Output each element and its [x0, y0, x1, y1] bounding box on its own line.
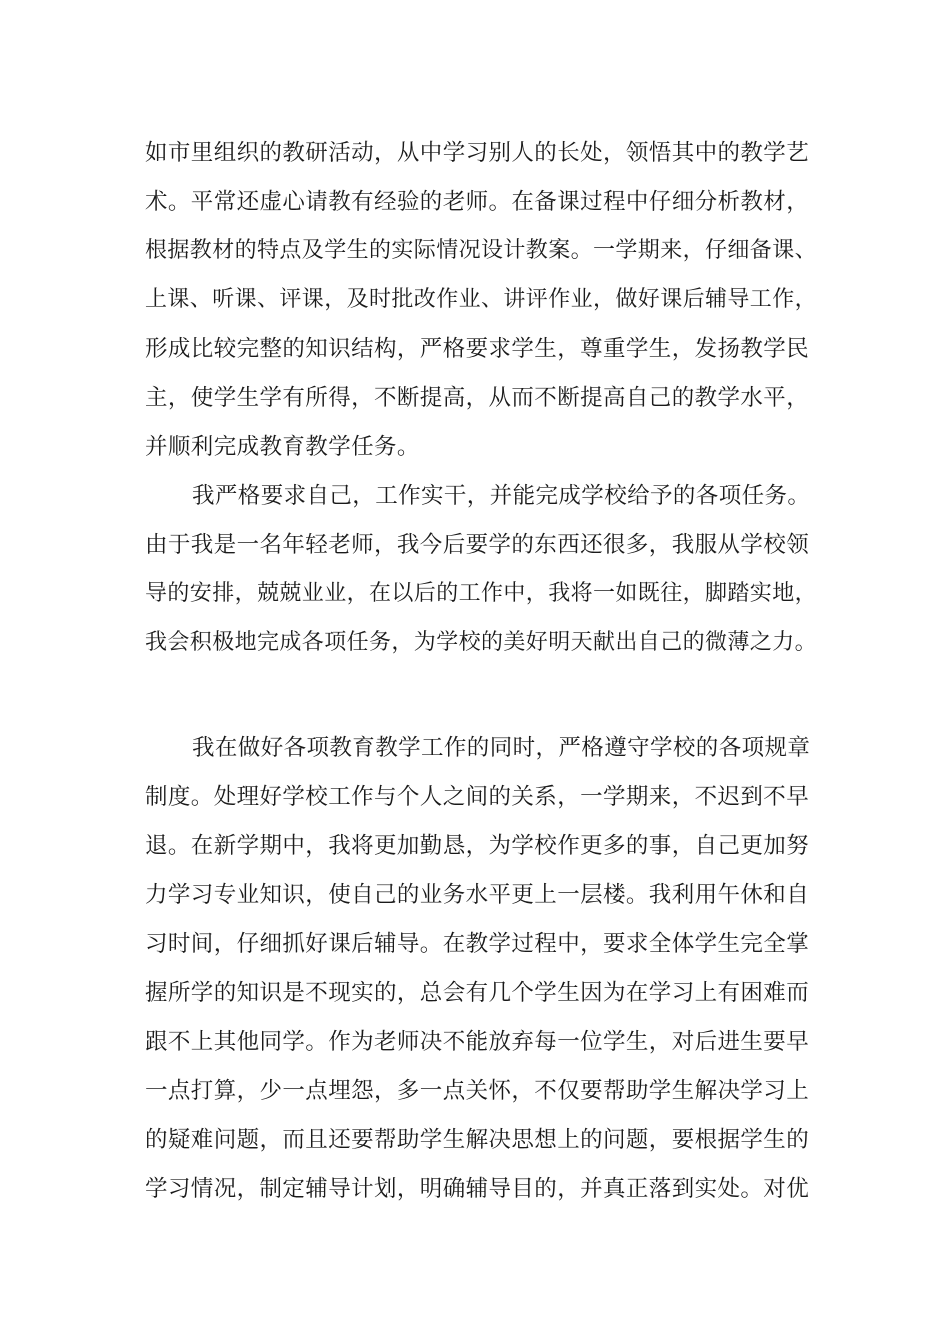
text-line: 我会积极地完成各项任务，为学校的美好明天献出自己的微薄之力。	[145, 630, 818, 655]
text-line: 跟不上其他同学。作为老师决不能放弃每一位学生，对后进生要早	[145, 1029, 810, 1055]
text-line: 一点打算，少一点埋怨，多一点关怀，不仅要帮助学生解决学习上	[145, 1078, 810, 1104]
text-line: 形成比较完整的知识结构，严格要求学生，尊重学生，发扬教学民	[145, 336, 810, 362]
text-line: 主，使学生学有所得，不断提高，从而不断提高自己的教学水平，	[145, 385, 810, 411]
text-line: 的疑难问题，而且还要帮助学生解决思想上的问题，要根据学生的	[145, 1127, 810, 1153]
text-line: 并顺利完成教育教学任务。	[145, 434, 420, 460]
text-line: 由于我是一名年轻老师，我今后要学的东西还很多，我服从学校领	[145, 532, 810, 558]
text-line: 如市里组织的教研活动，从中学习别人的长处，领悟其中的教学艺	[145, 140, 810, 166]
text-line: 握所学的知识是不现实的，总会有几个学生因为在学习上有困难而	[145, 980, 810, 1006]
text-line: 我在做好各项教育教学工作的同时，严格遵守学校的各项规章	[192, 735, 811, 761]
text-line: 力学习专业知识，使自己的业务水平更上一层楼。我利用午休和自	[145, 882, 810, 908]
text-line: 我严格要求自己，工作实干，并能完成学校给予的各项任务。	[192, 483, 811, 509]
text-line: 学习情况，制定辅导计划，明确辅导目的，并真正落到实处。对优	[145, 1176, 810, 1202]
text-line: 导的安排，兢兢业业，在以后的工作中，我将一如既往，脚踏实地，	[145, 581, 818, 606]
text-line: 根据教材的特点及学生的实际情况设计教案。一学期来，仔细备课、	[145, 238, 818, 263]
text-line: 习时间，仔细抓好课后辅导。在教学过程中，要求全体学生完全掌	[145, 931, 810, 957]
text-line: 上课、听课、评课，及时批改作业、讲评作业，做好课后辅导工作，	[145, 287, 818, 312]
text-line: 制度。处理好学校工作与个人之间的关系，一学期来，不迟到不早	[145, 784, 810, 810]
text-line: 退。在新学期中，我将更加勤恳，为学校作更多的事，自己更加努	[145, 833, 810, 859]
text-line: 术。平常还虚心请教有经验的老师。在备课过程中仔细分析教材，	[145, 189, 810, 215]
